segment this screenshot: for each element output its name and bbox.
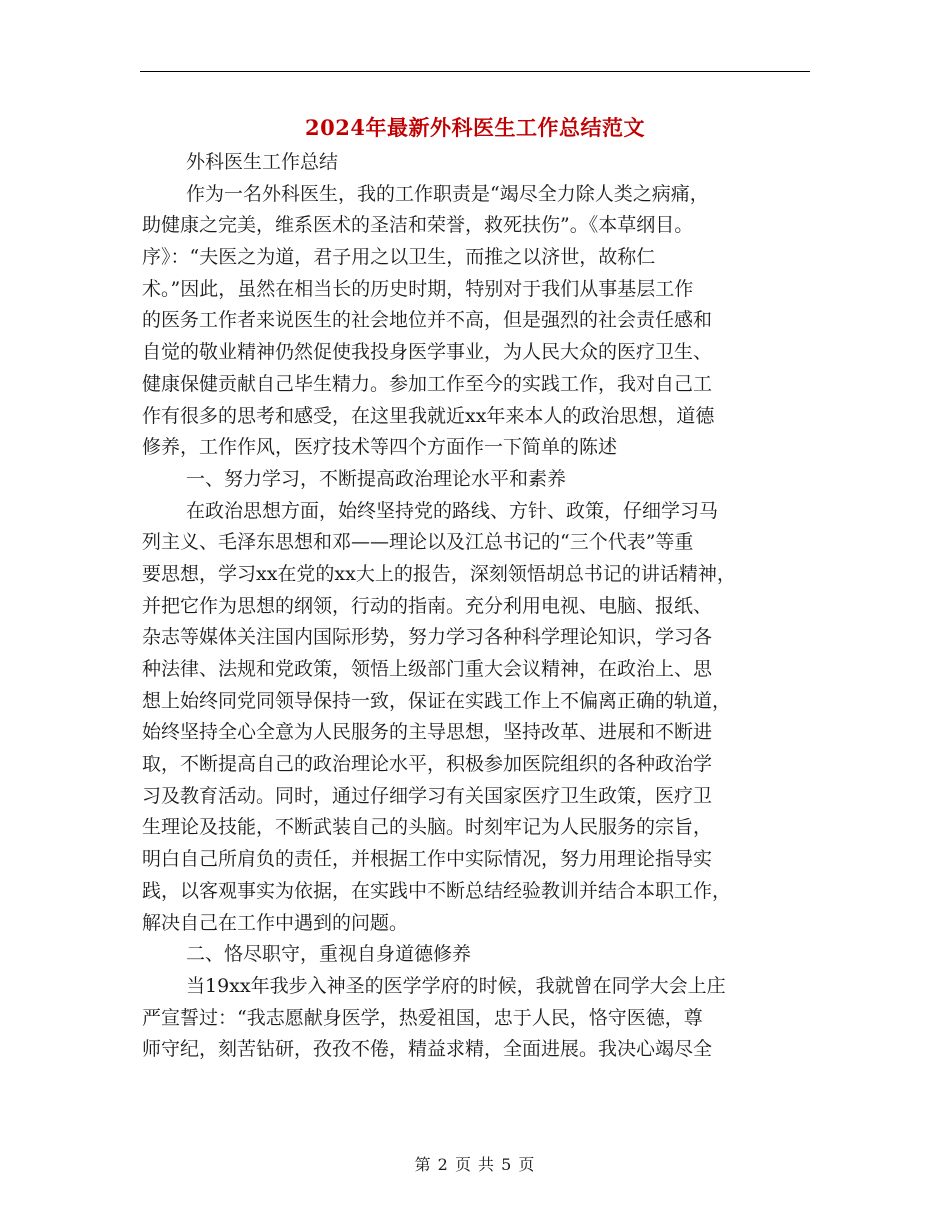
paragraph-line: 习及教育活动。同时，通过仔细学习有关国家医疗卫生政策，医疗卫 (142, 784, 713, 807)
paragraph-line: 列主义、毛泽东思想和邓——理论以及江总书记的“三个代表”等重 (142, 531, 694, 554)
paragraph-line: 健康保健贡献自己毕生精力。参加工作至今的实践工作，我对自己工 (142, 372, 713, 395)
paragraph-line: 师守纪，刻苦钻研，孜孜不倦，精益求精，全面进展。我决心竭尽全 (142, 1038, 713, 1061)
paragraph-first-line: 在政治思想方面，始终坚持党的路线、方针、政策，仔细学习马 (186, 499, 719, 522)
paragraph-first-line: 作为一名外科医生，我的工作职责是“竭尽全力除人类之病痛， (186, 182, 709, 205)
paragraph-line: 取，不断提高自己的政治理论水平，积极参加医院组织的各种政治学 (142, 753, 713, 776)
paragraph-line: 的医务工作者来说医生的社会地位并不高，但是强烈的社会责任感和 (142, 309, 713, 332)
paragraph-line: 践，以客观事实为依据，在实践中不断总结经验教训并结合本职工作， (142, 879, 732, 902)
paragraph-line: 自觉的敬业精神仍然促使我投身医学事业，为人民大众的医疗卫生、 (142, 341, 713, 364)
paragraph-line: 并把它作为思想的纲领，行动的指南。充分利用电视、电脑、报纸、 (142, 594, 713, 617)
paragraph-line: 明白自己所肩负的责任，并根据工作中实际情况，努力用理论指导实 (142, 848, 713, 871)
paragraph-line: 术。”因此，虽然在相当长的历史时期，特别对于我们从事基层工作 (142, 277, 694, 300)
header-rule (140, 71, 810, 72)
paragraph-line: 想上始终同党同领导保持一致，保证在实践工作上不偏离正确的轨道， (142, 689, 732, 712)
paragraph-line: 杂志等媒体关注国内国际形势，努力学习各种科学理论知识，学习各 (142, 626, 713, 649)
paragraph-first-line: 当19xx年我步入神圣的医学学府的时候，我就曾在同学大会上庄 (186, 974, 726, 997)
paragraph-line: 种法律、法规和党政策，领悟上级部门重大会议精神，在政治上、思 (142, 658, 713, 680)
paragraph-line: 序》：“夫医之为道，君子用之以卫生，而推之以济世，故称仁 (142, 246, 656, 269)
document-body (142, 147, 822, 1066)
paragraph-line: 始终坚持全心全意为人民服务的主导思想，坚持改革、进展和不断进 (142, 721, 713, 744)
paragraph-line: 严宣誓过：“我志愿献身医学，热爱祖国，忠于人民，恪守医德，尊 (142, 1006, 703, 1029)
paragraph-line: 生理论及技能，不断武装自己的头脑。时刻牢记为人民服务的宗旨， (142, 816, 713, 839)
page-number-footer: 第 2 页 共 5 页 (414, 1155, 536, 1174)
paragraph-line: 要思想，学习xx在党的xx大上的报告，深刻领悟胡总书记的讲话精神， (142, 562, 736, 585)
paragraph-line: 修养，工作作风，医疗技术等四个方面作一下简单的陈述 (142, 436, 618, 459)
paragraph-first-line: 一、努力学习，不断提高政治理论水平和素养 (186, 467, 567, 490)
paragraph-first-line: 二、恪尽职守，重视自身道德修养 (186, 943, 472, 966)
paragraph-line: 解决自己在工作中遇到的问题。 (142, 911, 409, 934)
paragraph-first-line: 外科医生工作总结 (186, 151, 339, 173)
document-title: 2024年最新外科医生工作总结范文 (305, 115, 645, 140)
paragraph-line: 作有很多的思考和感受，在这里我就近xx年来本人的政治思想，道德 (142, 404, 715, 427)
paragraph-line: 助健康之完美，维系医术的圣洁和荣誉，救死扶伤”。《本草纲目。 (142, 214, 694, 237)
